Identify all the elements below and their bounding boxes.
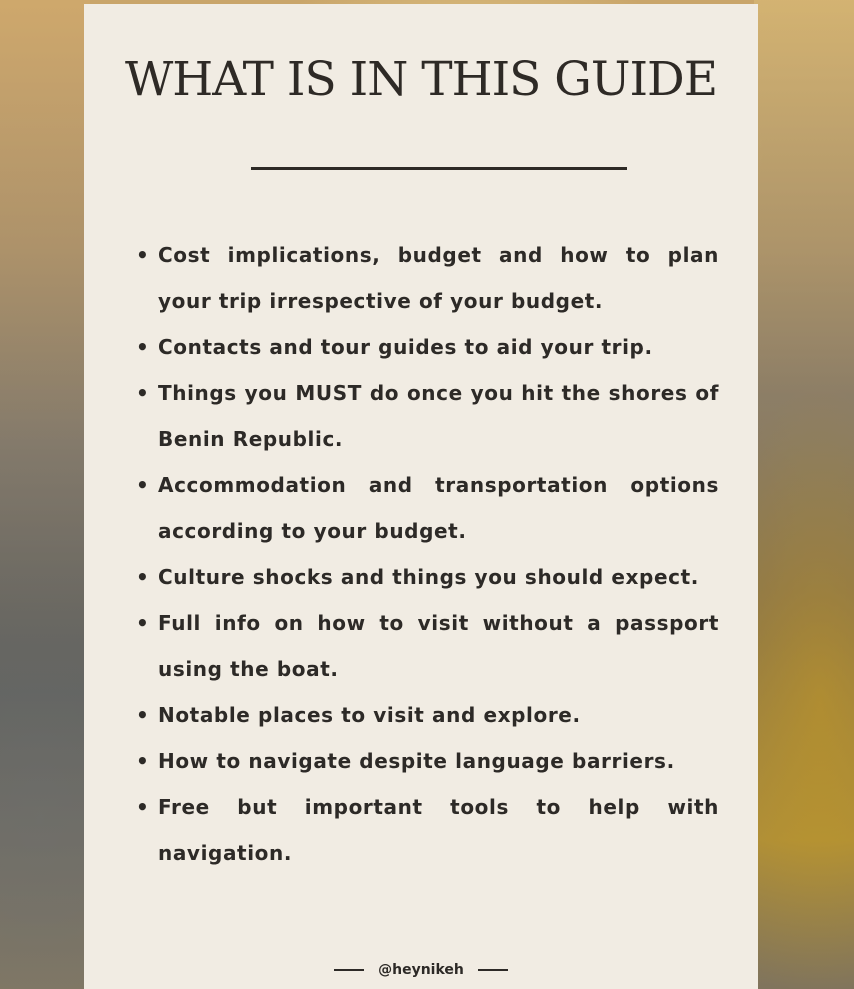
footer-dash-left	[334, 969, 364, 971]
list-item: • Culture shocks and things you should expect.	[136, 554, 719, 600]
list-item: • Cost implications, budget and how to plan your trip irrespective of your budget.	[136, 232, 719, 324]
background-blur-left	[0, 0, 90, 989]
footer-handle: @heynikeh	[378, 962, 464, 978]
list-item: • Things you MUST do once you hit the shores of Benin Republic.	[136, 370, 719, 462]
list-item: • Full info on how to visit without a passport using the boat.	[136, 600, 719, 692]
guide-card	[84, 4, 758, 989]
guide-contents-list	[136, 232, 719, 876]
list-item: • Notable places to visit and explore.	[136, 692, 719, 738]
list-item: • Accommodation and transportation options according to your budget.	[136, 462, 719, 554]
page-title: WHAT IS IN THIS GUIDE	[124, 52, 718, 107]
list-item: • Contacts and tour guides to aid your trip.	[136, 324, 719, 370]
list-item: • How to navigate despite language barriers.	[136, 738, 719, 784]
list-item: • Free but important tools to help with navigation.	[136, 784, 719, 876]
background-blur-right	[754, 0, 854, 989]
footer-dash-right	[478, 969, 508, 971]
title-underline	[251, 167, 627, 170]
footer-credit	[84, 960, 758, 980]
